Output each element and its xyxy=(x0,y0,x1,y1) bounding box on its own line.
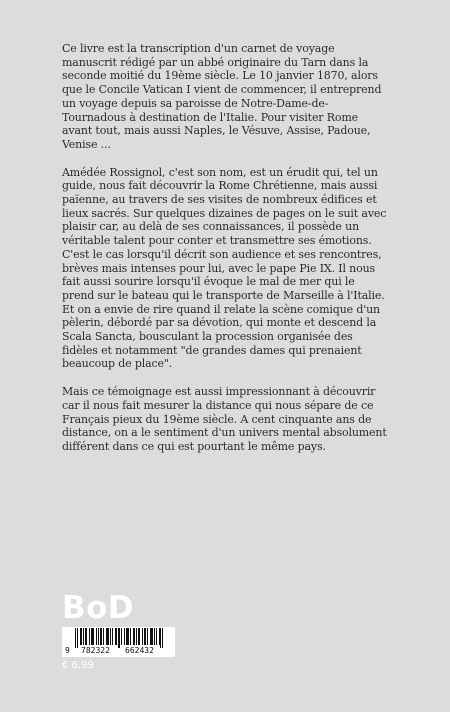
barcode-lead-digit: 9 xyxy=(65,646,70,655)
publisher-logo: BoD xyxy=(62,590,135,626)
blurb-paragraph-3: Mais ce témoignage est aussi impressionnant à découvrir car il nous fait mesurer la distance qui nous sépare de ce Français pieux du 19ème siècle. A cent cinquante ans de distance, on a le sentiment d'un univers mental absolument différent dans ce qui est pourtant le même pays. xyxy=(62,385,387,453)
price-label: € 6,99 xyxy=(62,660,94,671)
blurb-paragraph-1: Ce livre est la transcription d'un carnet de voyage manuscrit rédigé par un abbé originaire du Tarn dans la seconde moitié du 19ème siècle. Le 10 janvier 1870, alors que le Concile Vatican I vient de commencer, il entreprend un voyage depuis sa paroisse de Notre-Dame-de-Tournadous à destination de l'Italie. Pour visiter Rome avant tout, mais aussi Naples, le Vésuve, Assise, Padoue, Venise ... xyxy=(62,42,382,151)
blurb-paragraph-2: Amédée Rossignol, c'est son nom, est un érudit qui, tel un guide, nous fait découvrir la Rome Chrétienne, mais aussi païenne, au travers de ses visites de nombreux édifices et lieux sacrés. Sur quelques dizaines de pages on le suit avec plaisir car, au delà de ses connaissances, il possède un véritable talent pour conter et transmettre ses émotions. C'est le cas lorsqu'il décrit son audience et ses rencontres, brèves mais intenses pour lui, avec le pape Pie IX. Il nous fait aussi sourire lorsqu'il évoque le mal de mer qui le prend sur le bateau qui le transporte de Marseille à l'Italie. Et on a envie de rire quand il relate la scène comique d'un pèlerin, débordé par sa dévotion, qui monte et descend la Scala Sancta, bousculant la procession organisée des fidèles et notamment "de grandes dames qui prenaient beaucoup de place". xyxy=(62,165,387,371)
barcode-bars xyxy=(75,628,163,648)
isbn-barcode xyxy=(62,627,175,657)
back-cover-blurb xyxy=(62,42,387,468)
barcode-group-1: 782322 xyxy=(81,646,110,655)
barcode-group-2: 662432 xyxy=(125,646,154,655)
